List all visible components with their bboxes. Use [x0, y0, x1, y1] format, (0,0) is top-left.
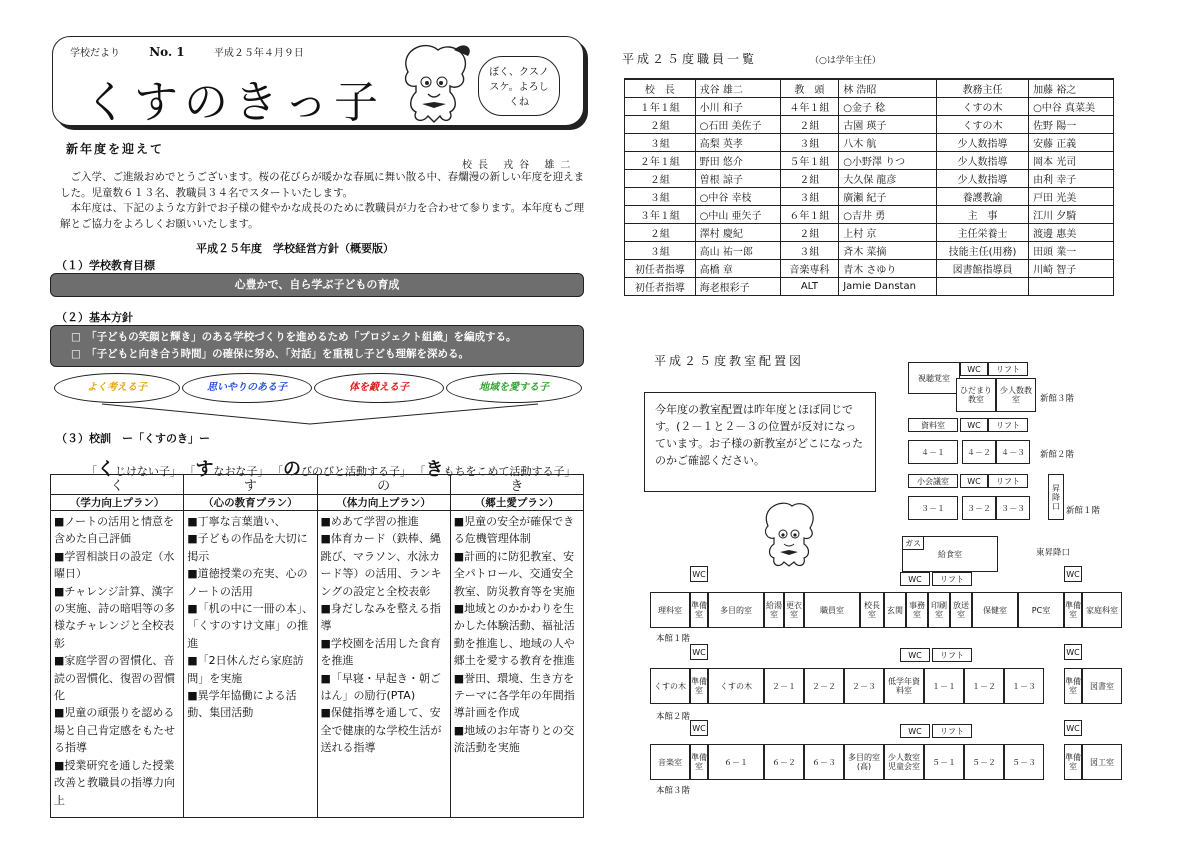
room: WC: [960, 362, 988, 376]
plan-item: ■「早寝・早起き・朝ごはん」の励行(PTA): [320, 671, 441, 703]
plan-kana: き: [450, 475, 583, 495]
room: WC: [1064, 644, 1082, 660]
staff-cell: 初任者指導: [625, 277, 696, 295]
room: くすの木: [708, 668, 764, 704]
room: WC: [690, 720, 708, 736]
staff-cell: 音楽専科: [780, 259, 839, 277]
room: ６－１: [708, 744, 764, 780]
mascot-icon: [394, 42, 472, 128]
staff-row: [625, 259, 1114, 277]
room: ４－３: [996, 440, 1030, 464]
staff-cell: 少人数指導: [937, 133, 1029, 151]
staff-cell: 斉木 菜摘: [839, 241, 937, 259]
oval-label: 思いやりのある子: [207, 382, 287, 393]
room: 玄関: [884, 592, 906, 628]
plan-item: ■身だしなみを整える指導: [320, 602, 441, 633]
policy-title: 平成２５年度 学校経営方針（概要版）: [196, 242, 394, 255]
room: 事務室: [906, 592, 928, 628]
room: ６－３: [804, 744, 844, 780]
staff-cell: 図書館指導員: [937, 259, 1029, 277]
room: 校長室: [860, 592, 884, 628]
staff-cell: 古園 瑛子: [839, 115, 937, 133]
room: リフト: [988, 362, 1028, 376]
room: 昇降口: [1048, 474, 1064, 520]
staff-cell: 主 事: [937, 205, 1029, 223]
principal-name: 校長 戎谷 雄二: [462, 160, 577, 171]
plan-title: （学力向上プラン）: [51, 495, 184, 511]
plan-item: ■「机の中に一冊の本」、「くすのすけ文庫」の推進: [187, 602, 314, 650]
greeting-paragraph: ご入学、ご進級おめでとうございます。桜の花びらが暖かな春風に舞い散る中、春爛漫の新しい年度を迎えました。児童数６１３名、教職員３４名でスタートいたします。: [60, 171, 585, 199]
staff-cell: 八木 航: [839, 133, 937, 151]
room: リフト: [932, 724, 972, 738]
staff-row: [625, 115, 1114, 133]
room: WC: [900, 572, 930, 586]
motto-tail: びのびと活動する子: [301, 465, 400, 478]
staff-cell: [937, 277, 1029, 295]
staff-cell: 曽根 諒子: [695, 169, 780, 187]
newsletter-name: 学校だより: [70, 48, 120, 59]
room: ５－２: [964, 744, 1004, 780]
plan-table: [50, 474, 584, 818]
staff-list-title: 平成２５度職員一覧: [622, 52, 758, 66]
staff-note: （○は学年主任）: [810, 56, 881, 66]
plan-item: ■授業研究を通した授業改善と教職員の指導力向上: [54, 758, 175, 807]
room: リフト: [988, 418, 1028, 432]
room: 準備室: [1064, 668, 1082, 704]
plan-item: ■道徳授業の充実、心のノートの活用: [187, 567, 308, 598]
staff-table: [624, 78, 1114, 296]
room: 給食室: [902, 536, 998, 572]
room: WC: [1064, 566, 1082, 582]
room: リフト: [988, 474, 1028, 488]
room: ３－３: [996, 496, 1030, 520]
staff-row: [625, 277, 1114, 295]
room: ３－２: [962, 496, 996, 520]
staff-cell: 青木 さゆり: [839, 259, 937, 277]
room: WC: [1064, 720, 1082, 736]
plan-item: ■異学年協働による活動、集団活動: [187, 689, 297, 720]
section-2-heading: （２）基本方針: [56, 311, 133, 324]
room: ２－２: [804, 668, 844, 704]
room: くすの木: [650, 668, 690, 704]
floor-label: 新館１階: [1066, 506, 1101, 516]
motto-tail: じけない子: [115, 465, 170, 478]
plan-title: （心の教育プラン）: [184, 495, 317, 511]
motto-head: く: [97, 459, 115, 480]
staff-row: [625, 151, 1114, 169]
staff-cell: [1029, 277, 1114, 295]
room: 印刷室: [928, 592, 950, 628]
room: リフト: [932, 648, 972, 662]
funnel-arrow-icon: [100, 402, 540, 428]
room: 理科室: [650, 592, 690, 628]
staff-cell: くすの木: [937, 97, 1029, 115]
staff-cell: 技能主任(用務): [937, 241, 1029, 259]
staff-row: [625, 241, 1114, 259]
staff-cell: 高橋 章: [695, 259, 780, 277]
staff-cell: ３年１組: [625, 205, 696, 223]
staff-cell: 佐野 陽一: [1029, 115, 1114, 133]
room: 準備室: [1064, 744, 1082, 780]
staff-cell: ６年１組: [780, 205, 839, 223]
staff-cell: 戸田 光美: [1029, 187, 1114, 205]
room: 図書室: [1082, 668, 1122, 704]
plan-item: ■地域とのかかわりを生かした体験活動、福祉活動を推進し、地域の人や郷土を愛する教育を推進: [453, 602, 575, 668]
room: ３－１: [908, 496, 958, 520]
staff-cell: 岡本 光司: [1029, 151, 1114, 169]
plan-item: ■ノートの活用と情意を含めた自己評価: [54, 515, 175, 546]
room: WC: [960, 474, 988, 488]
plan-items: [317, 511, 450, 818]
staff-cell: 海老根彩子: [695, 277, 780, 295]
staff-cell: ４年１組: [780, 97, 839, 115]
staff-cell: 野田 悠介: [695, 151, 780, 169]
basic-policy-item: □ 「子どもと向き合う時間」の確保に努め、「対話」を重視し子ども理解を深める。: [71, 348, 469, 360]
room: ５－１: [924, 744, 964, 780]
room: 多目的室: [708, 592, 764, 628]
staff-cell: 林 浩昭: [839, 79, 937, 97]
staff-cell: ３組: [625, 241, 696, 259]
room: 放送室: [950, 592, 972, 628]
education-goal: 心豊かで、自ら学ぶ子どもの育成: [50, 273, 584, 297]
plan-items: [184, 511, 317, 818]
oval-label: 地域を愛する子: [479, 382, 549, 393]
room: WC: [690, 644, 708, 660]
staff-cell: 初任者指導: [625, 259, 696, 277]
room: PC室: [1018, 592, 1064, 628]
plan-title: （郷土愛プラン）: [450, 495, 583, 511]
room: 小会議室: [908, 474, 958, 488]
staff-cell: 高梨 英孝: [695, 133, 780, 151]
greeting-text: [60, 170, 590, 232]
plan-kana: す: [184, 475, 317, 495]
oval-label: 体を鍛える子: [349, 382, 409, 393]
floor-label: 新館３階: [1040, 394, 1075, 404]
room: 準備室: [690, 668, 708, 704]
staff-cell: 澤村 慶紀: [695, 223, 780, 241]
room: WC: [900, 724, 930, 738]
room: ガス: [902, 536, 924, 550]
staff-cell: ２組: [625, 115, 696, 133]
staff-cell: Jamie Danstan: [839, 277, 937, 295]
plan-item: ■体育カード（鉄棒、縄跳び、マラソン、水泳カード等）の活用、ランキングの設定と全校表彰: [320, 532, 442, 598]
issue-line: [70, 44, 330, 59]
room-label: 東昇降口: [1036, 548, 1071, 558]
staff-cell: ３組: [625, 187, 696, 205]
floor-label: 新館２階: [1040, 450, 1075, 460]
motto-head: す: [195, 459, 214, 480]
staff-cell: 渡邊 惠美: [1029, 223, 1114, 241]
room: WC: [690, 566, 708, 582]
plan-item: ■丁寧な言葉遣い、: [187, 515, 286, 528]
section-3-heading: （３）校訓 ー「くすのき」ー: [56, 432, 210, 445]
staff-cell: 戎谷 雄二: [695, 79, 780, 97]
speech-bubble: ぼく、クスノスケ。よろしくね: [478, 56, 560, 116]
school-motto: 「くじけない子」 「すなおな子」 「のびのびと活動する子」 「きもちをこめて活動する子」: [86, 459, 576, 480]
staff-cell: 教務主任: [937, 79, 1029, 97]
staff-cell: 由利 幸子: [1029, 169, 1114, 187]
plan-item: ■計画的に防犯教室、安全パトロール、交通安全教室、防災教育等を実施: [453, 549, 575, 598]
plan-title: （体力向上プラン）: [317, 495, 450, 511]
room: 低学年資料室: [884, 668, 924, 704]
staff-cell: 高山 祐一郎: [695, 241, 780, 259]
staff-cell: 川崎 智子: [1029, 259, 1114, 277]
room: １－１: [924, 668, 964, 704]
staff-cell: 小川 和子: [695, 97, 780, 115]
staff-cell: 少人数指導: [937, 169, 1029, 187]
room: 給湯室: [764, 592, 784, 628]
staff-cell: ２組: [780, 115, 839, 133]
staff-row: [625, 205, 1114, 223]
plan-item: ■学習相談日の設定（水曜日）: [54, 549, 175, 581]
basic-policy-item: □ 「子どもの笑顔と輝き」のある学校づくりを進めるため「プロジェクト組織」を編成する。: [71, 331, 517, 343]
staff-cell: ○金子 稔: [839, 97, 937, 115]
room: 準備室: [690, 744, 708, 780]
staff-cell: 主任栄養士: [937, 223, 1029, 241]
plan-item: ■チャレンジ計算、漢字の実施、詩の暗唱等の多様なチャレンジと全校表彰: [54, 584, 175, 650]
staff-row: [625, 79, 1114, 97]
plan-item: ■児童の頑張りを認める場と自己肯定感をもたせる指導: [54, 706, 175, 755]
section-1-heading: （１）学校教育目標: [56, 259, 155, 272]
staff-cell: 教 頭: [780, 79, 839, 97]
staff-cell: ２組: [780, 223, 839, 241]
staff-row: [625, 133, 1114, 151]
staff-cell: ALT: [780, 277, 839, 295]
room: 少人数教室: [996, 378, 1036, 412]
staff-cell: 廣瀬 紀子: [839, 187, 937, 205]
plan-kana: く: [51, 475, 184, 495]
plan-item: ■めあて学習の推進: [320, 515, 419, 528]
room: 視聴覚室: [908, 362, 960, 394]
staff-cell: ○小野澤 りつ: [839, 151, 937, 169]
room: ひだまり教室: [956, 378, 996, 412]
motto-head: き: [425, 459, 444, 480]
oval-local: [446, 373, 582, 403]
staff-row: [625, 223, 1114, 241]
staff-cell: ５年１組: [780, 151, 839, 169]
map-note: 今年度の教室配置は昨年度とほぼ同じです。(２－１と２－３の位置が反対になっています。お子様の新教室がどこになったのかご確認ください。: [644, 392, 876, 492]
staff-row: [625, 187, 1114, 205]
staff-cell: １年１組: [625, 97, 696, 115]
plan-item: ■保健指導を通して、安全で健康的な学校生活が送れる指導: [320, 706, 442, 755]
room: ４－２: [962, 440, 996, 464]
welcome-heading: 新年度を迎えて: [66, 142, 165, 156]
room: WC: [900, 648, 930, 662]
staff-row: [625, 169, 1114, 187]
room: １－２: [964, 668, 1004, 704]
staff-cell: ○中山 亜矢子: [695, 205, 780, 223]
plan-item: ■児童の安全が確保できる危機管理体制: [453, 515, 575, 546]
room: １－３: [1004, 668, 1044, 704]
plan-item: ■「2日休んだら家庭訪問」を実施: [187, 654, 304, 685]
plan-items: [51, 511, 184, 818]
motto-tail: なおな子: [213, 465, 258, 478]
room: 少人数室児童会室: [884, 744, 924, 780]
staff-cell: ○吉井 勇: [839, 205, 937, 223]
staff-cell: ３組: [780, 133, 839, 151]
greeting-paragraph: 本年度は、下記のような方針でお子様の健やかな成長のために教職員が力を合わせて参ります。本年度もご理解とご協力をよろしくお願いいたします。: [60, 202, 585, 230]
staff-cell: 校 長: [625, 79, 696, 97]
staff-cell: ２組: [780, 169, 839, 187]
plan-item: ■家庭学習の習慣化、音読の習慣化、復習の習慣化: [54, 654, 175, 703]
oval-think: [54, 373, 180, 403]
motto-tail: もちをこめて活動する子: [443, 465, 565, 478]
room: 家庭科室: [1082, 592, 1122, 628]
staff-cell: ２組: [625, 169, 696, 187]
room: 音楽室: [650, 744, 690, 780]
oval-kind: [182, 373, 312, 403]
staff-cell: ３組: [780, 187, 839, 205]
room: ４－１: [908, 440, 958, 464]
staff-cell: ２組: [625, 223, 696, 241]
plan-item: ■地域のお年寄りとの交流活動を実施: [453, 723, 575, 755]
issue-date: 平成２５年４月９日: [213, 48, 304, 59]
staff-cell: 養護教諭: [937, 187, 1029, 205]
plan-item: ■学校園を活用した食育を推進: [320, 636, 441, 668]
staff-cell: 安藤 正義: [1029, 133, 1114, 151]
staff-cell: 上村 京: [839, 223, 937, 241]
room: ５－３: [1004, 744, 1044, 780]
oval-label: よく考える子: [87, 382, 147, 393]
room: 更衣室: [784, 592, 804, 628]
floor-label: 本館３階: [656, 786, 691, 796]
basic-policy-box: [50, 325, 584, 367]
staff-cell: 加藤 裕之: [1029, 79, 1114, 97]
newsletter-title: くすのきっ子: [84, 77, 384, 128]
room: 多目的室(高): [844, 744, 884, 780]
floor-label: 本館２階: [656, 712, 691, 722]
motto-head: の: [283, 459, 301, 480]
staff-cell: ○中谷 幸枝: [695, 187, 780, 205]
plan-item: ■誉田、環境、生き方をテーマに各学年の年間指導計画を作成: [453, 671, 575, 720]
floor-label: 本館１階: [656, 634, 691, 644]
staff-cell: 少人数指導: [937, 151, 1029, 169]
staff-cell: ○石田 美佐子: [695, 115, 780, 133]
room: 資料室: [908, 418, 958, 432]
plan-item: ■子どもの作品を大切に掲示: [187, 532, 308, 563]
plan-kana: の: [317, 475, 450, 495]
room: 準備室: [690, 592, 708, 628]
staff-cell: 田頭 業一: [1029, 241, 1114, 259]
room: WC: [960, 418, 988, 432]
oval-strong: [314, 373, 444, 403]
room: 準備室: [1064, 592, 1082, 628]
staff-cell: くすの木: [937, 115, 1029, 133]
staff-row: [625, 97, 1114, 115]
issue-number: No. 1: [149, 45, 185, 59]
map-title: 平成２５度教室配置図: [654, 354, 805, 368]
staff-cell: ３組: [780, 241, 839, 259]
room: ２－１: [764, 668, 804, 704]
room: ６－２: [764, 744, 804, 780]
staff-cell: ２年１組: [625, 151, 696, 169]
mascot-icon: [758, 500, 820, 570]
staff-cell: 江川 夕騎: [1029, 205, 1114, 223]
room: リフト: [932, 572, 972, 586]
staff-cell: 大久保 龍彦: [839, 169, 937, 187]
room: ２－３: [844, 668, 884, 704]
room: 保健室: [972, 592, 1018, 628]
staff-cell: ３組: [625, 133, 696, 151]
room: 図工室: [1082, 744, 1122, 780]
room: 職員室: [804, 592, 860, 628]
staff-cell: ○中谷 真菜美: [1029, 97, 1114, 115]
plan-items: [450, 511, 583, 818]
